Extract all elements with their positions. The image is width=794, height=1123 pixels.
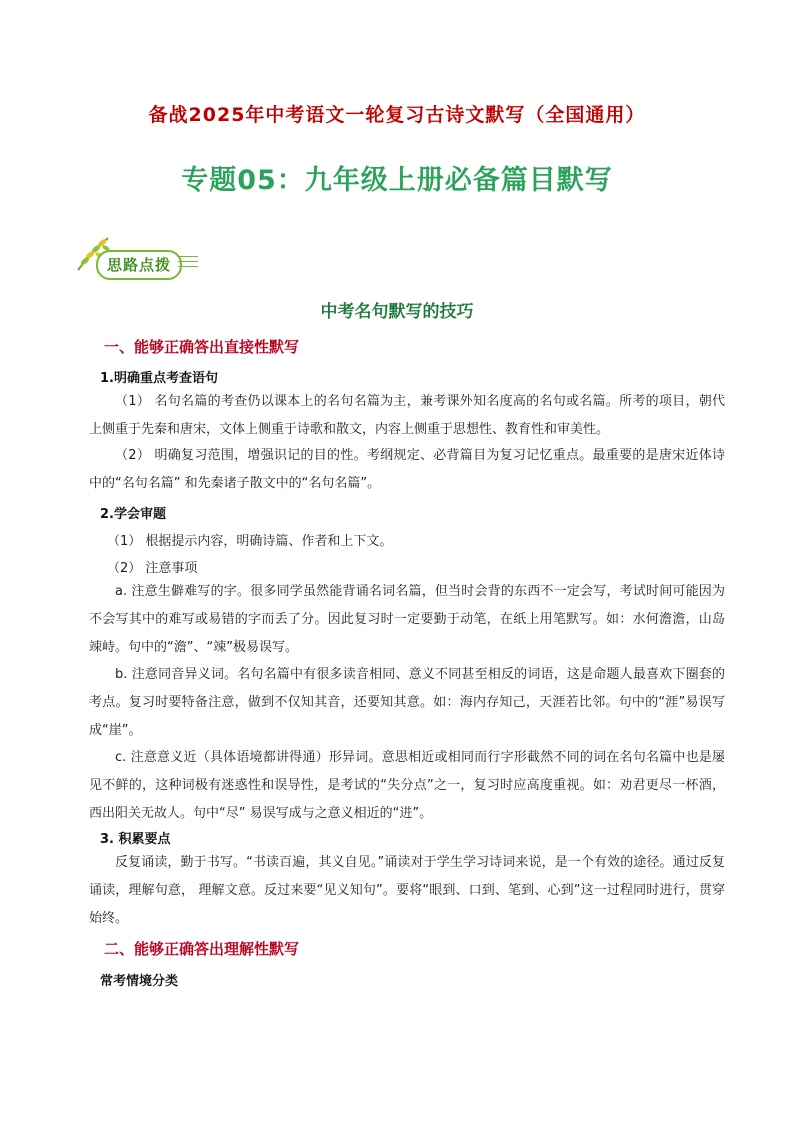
paragraph: c. 注意意义近（具体语境都讲得通）形异词。意思相近或相同而行字形截然不同的词在名句名篇中也是屡见不鲜的，这种词极有迷惑性和误导性，是考试的“失分点”之一，复习时应高度重视。如：劝君更尽一杯酒，西出阳关无故人。句中“尽” 易误写成与之意义相近的“进”。 [89,750,725,821]
section2-heading: 二、能够正确答出理解性默写 [104,940,300,958]
sub3-heading: 3. 积累要点 [100,832,171,847]
badge-decoration-lines [178,256,198,271]
document-title: 备战2025年中考语文一轮复习古诗文默写（全国通用） [148,104,646,126]
paragraph: （1） 名句名篇的考查仍以课本上的名句名篇为主，兼考课外知名度高的名句或名篇。所考的项目，朝代上侧重于先秦和唐宋，文体上侧重于诗歌和散文，内容上侧重于思想性、教育性和审美性。 [89,394,725,437]
badge-label: 思路点拨 [106,256,171,274]
list-item: （2） 注意事项 [107,561,198,576]
main-heading: 中考名句默写的技巧 [320,302,474,322]
list-item: （1） 根据提示内容，明确诗篇、作者和上下文。 [107,534,393,549]
sub1-heading: 1.明确重点考查语句 [100,371,218,386]
topic-title: 专题05：九年级上册必备篇目默写 [181,165,613,196]
section-badge [74,234,198,280]
paragraph: a. 注意生僻难写的字。很多同学虽然能背诵名词名篇，但当时会背的东西不一定会写，考试时间可能因为不会写其中的难写或易错的字而丢了分。因此复习时一定要勤于动笔，在纸上用笔默写。如：水何澹澹，山岛竦峙。句中的“澹”、“竦”极易误写。 [89,584,725,655]
paragraph: （2） 明确复习范围，增强识记的目的性。考纲规定、必背篇目为复习记忆重点。最重要的是唐宋近体诗中的“名句名篇” 和先秦诸子散文中的“名句名篇”。 [89,448,725,491]
sub2-heading: 2.学会审题 [100,507,166,522]
section2-subheading: 常考情境分类 [100,974,179,989]
paragraph: b. 注意同音异义词。名句名篇中有很多读音相同、意义不同甚至相反的词语，这是命题人最喜欢下圈套的考点。复习时要特备注意，做到不仅知其音，还要知其意。如：海内存知己，天涯若比邻。句中的“涯”易误写成“崖”。 [89,667,725,738]
section1-heading: 一、能够正确答出直接性默写 [104,338,300,356]
badge-pill [96,250,182,280]
paragraph: 反复诵读，勤于书写。“书读百遍，其义自见。”诵读对于学生学习诗词来说，是一个有效的途径。通过反复诵读，理解句意， 理解文意。反过来要“见义知句”。要将“眼到、口到、笔到、心到”这一过程同时进行，贯穿始终。 [89,855,725,926]
